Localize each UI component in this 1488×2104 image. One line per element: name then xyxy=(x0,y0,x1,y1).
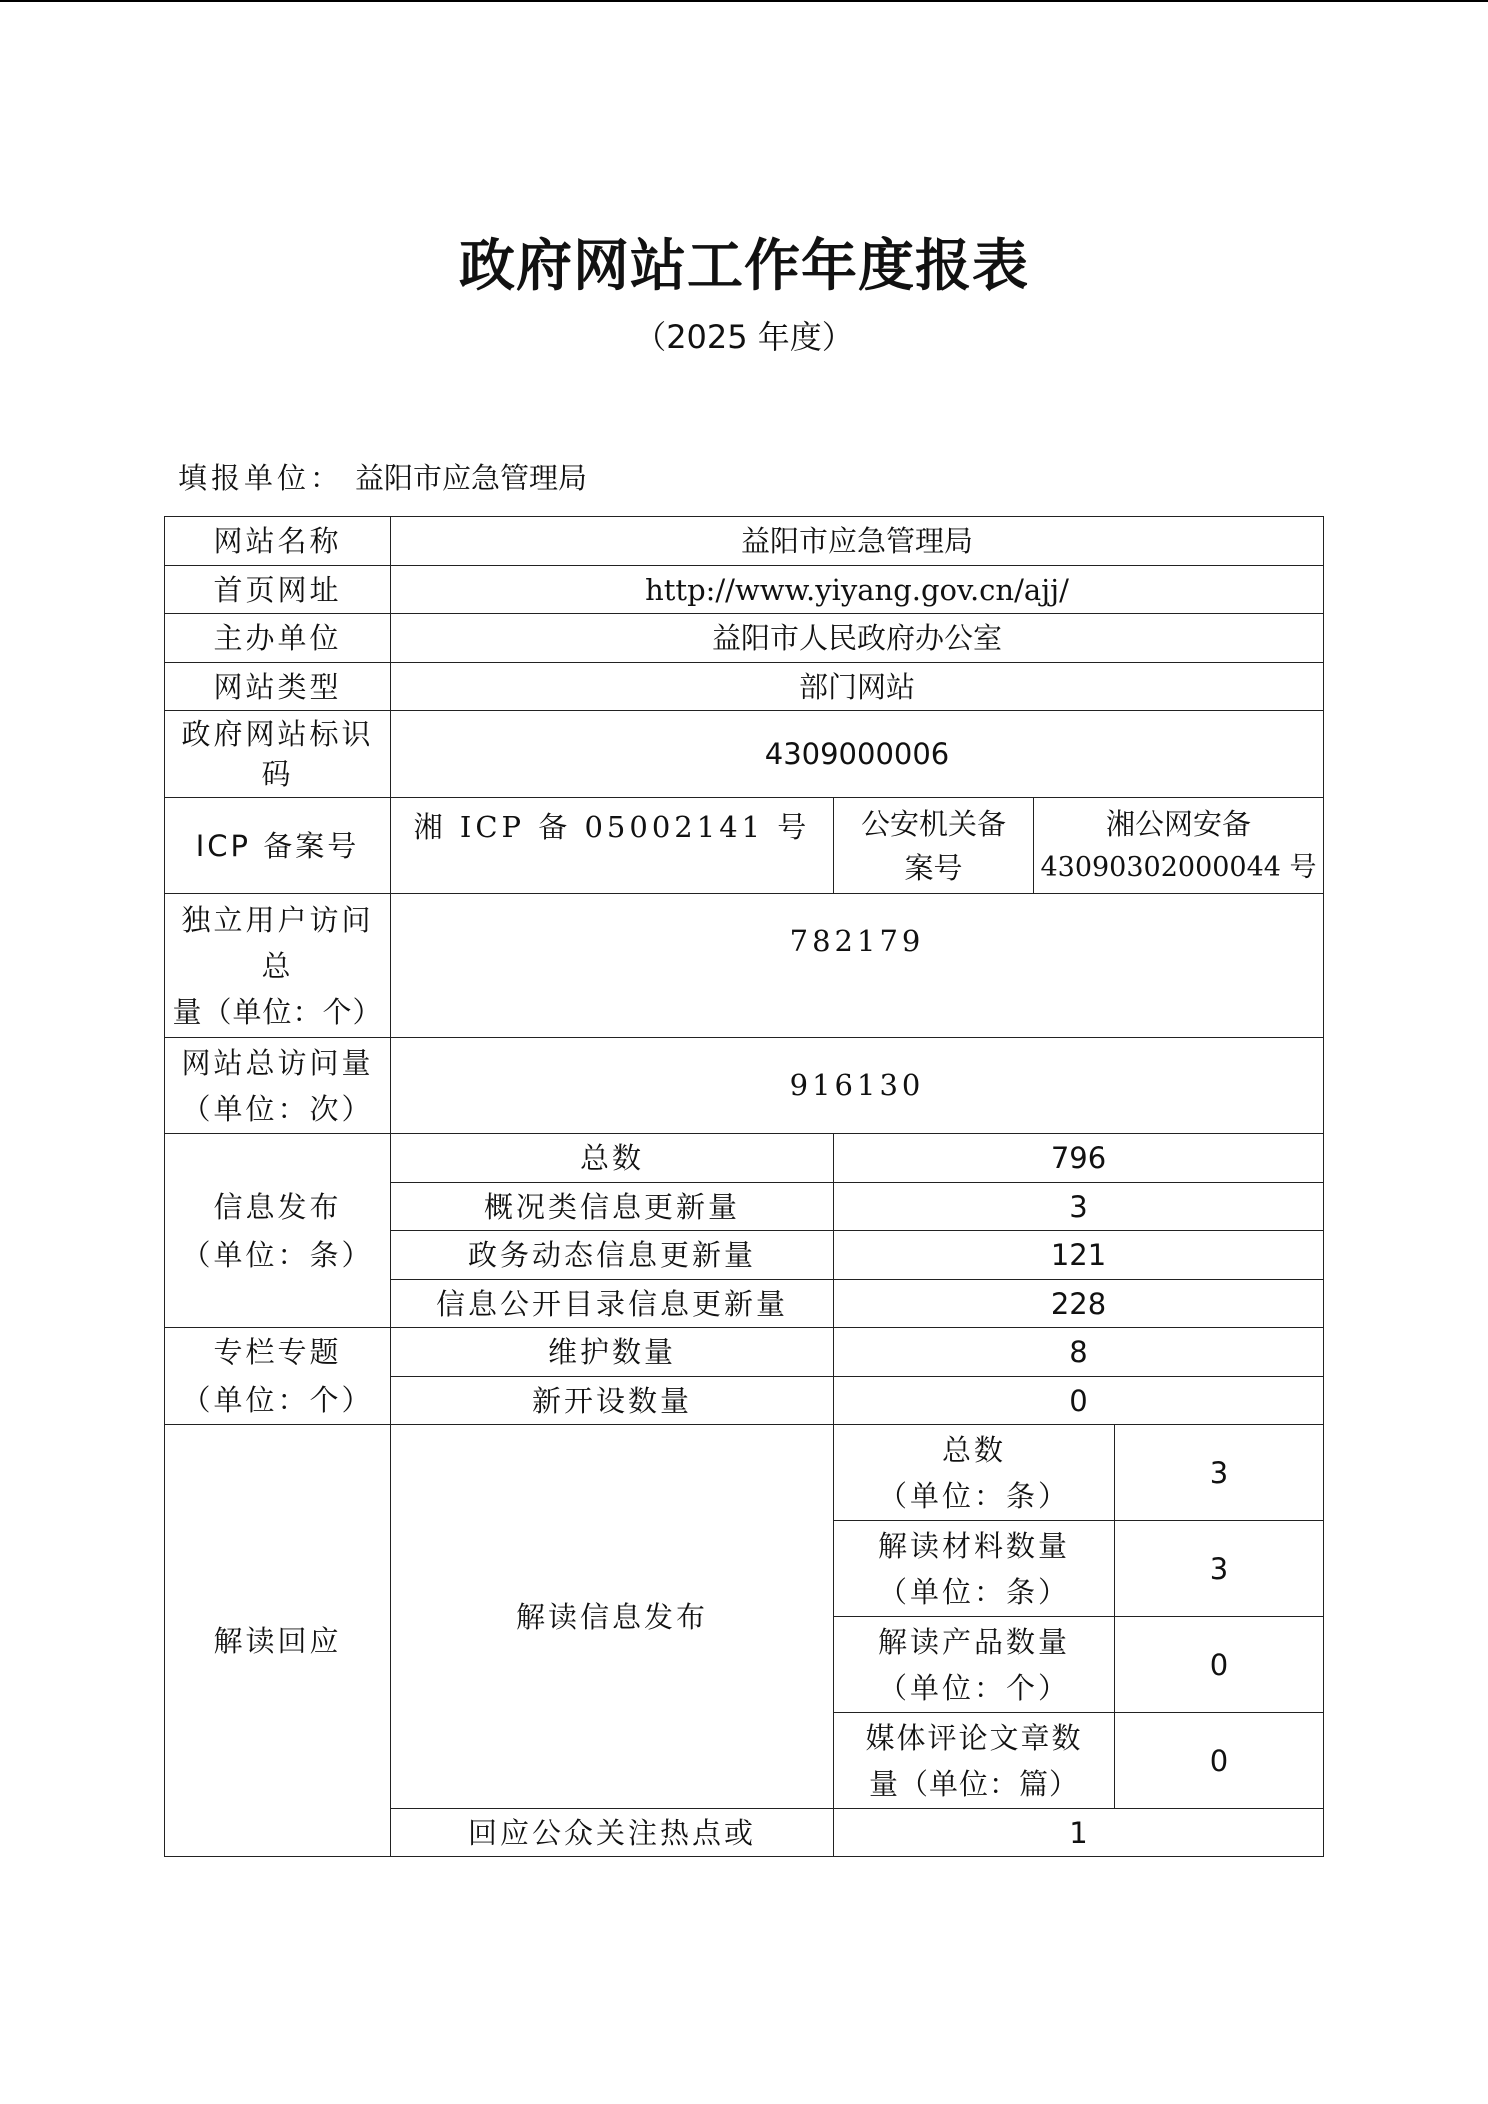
columns-label xyxy=(165,1328,391,1425)
row-homepage xyxy=(165,566,1324,614)
homepage-url: http://www.yiyang.gov.cn/ajj/ xyxy=(391,566,1324,614)
interp-item-label xyxy=(834,1713,1115,1809)
interpretation-group-label: 解读信息发布 xyxy=(391,1425,834,1809)
sponsor-label: 主办单位 xyxy=(165,614,391,663)
sponsor-value: 益阳市人民政府办公室 xyxy=(391,614,1324,663)
unique-visitors-label xyxy=(165,894,391,1038)
site-id-label-line2: 码 xyxy=(261,757,294,791)
homepage-label: 首页网址 xyxy=(165,566,391,614)
info-item-label: 总数 xyxy=(391,1134,834,1183)
info-item-value: 796 xyxy=(834,1134,1324,1183)
interp-item-label-line1: 解读产品数量 xyxy=(877,1624,1070,1659)
row-total-visits xyxy=(165,1038,1324,1134)
columns-label-line1: 专栏专题 xyxy=(213,1335,342,1369)
interp-item-value: 0 xyxy=(1115,1713,1324,1809)
interp-item-value: 3 xyxy=(1115,1521,1324,1617)
row-site-type xyxy=(165,663,1324,711)
response-label: 回应公众关注热点或 xyxy=(391,1809,834,1857)
interpretation-label: 解读回应 xyxy=(165,1425,391,1857)
interp-item-label-line1: 总数 xyxy=(941,1432,1006,1467)
row-columns-maintained xyxy=(165,1328,1324,1377)
police-record-value-line2: 43090302000044 号 xyxy=(1040,851,1317,883)
row-site-name xyxy=(165,517,1324,566)
info-publish-label xyxy=(165,1134,391,1328)
row-unique-visitors xyxy=(165,894,1324,1038)
filler-label: 填报单位： xyxy=(178,461,344,495)
columns-item-label: 新开设数量 xyxy=(391,1377,834,1425)
info-item-label: 政务动态信息更新量 xyxy=(391,1231,834,1280)
report-table xyxy=(164,516,1324,1857)
police-record-value-line1: 湘公网安备 xyxy=(1106,806,1252,841)
site-name-label: 网站名称 xyxy=(165,517,391,566)
total-visits-value: 916130 xyxy=(391,1038,1324,1134)
info-publish-label-line1: 信息发布 xyxy=(213,1189,342,1224)
info-item-value: 228 xyxy=(834,1280,1324,1328)
police-record-label-line2: 案号 xyxy=(904,850,963,885)
row-sponsor xyxy=(165,614,1324,663)
row-interp-total xyxy=(165,1425,1324,1521)
response-value: 1 xyxy=(834,1809,1324,1857)
top-border-line xyxy=(0,0,1488,2)
info-item-label: 概况类信息更新量 xyxy=(391,1183,834,1231)
interp-item-label xyxy=(834,1617,1115,1713)
interp-item-value: 3 xyxy=(1115,1425,1324,1521)
unique-visitors-label-line2: 总 xyxy=(261,948,294,983)
police-record-label-line1: 公安机关备 xyxy=(860,806,1006,841)
site-type-label: 网站类型 xyxy=(165,663,391,711)
icp-label: ICP 备案号 xyxy=(165,798,391,894)
interp-item-label xyxy=(834,1521,1115,1617)
info-item-label: 信息公开目录信息更新量 xyxy=(391,1280,834,1328)
icp-value: 湘 ICP 备 05002141 号 xyxy=(391,798,834,894)
interp-item-label-line1: 解读材料数量 xyxy=(877,1528,1070,1563)
unique-visitors-value: 782179 xyxy=(391,894,1324,1038)
filler-unit xyxy=(178,456,587,497)
filler-value: 益阳市应急管理局 xyxy=(355,461,588,495)
columns-label-line2: （单位：个） xyxy=(181,1383,374,1417)
info-item-value: 121 xyxy=(834,1231,1324,1280)
columns-item-value: 0 xyxy=(834,1377,1324,1425)
interp-item-label xyxy=(834,1425,1115,1521)
site-name-value: 益阳市应急管理局 xyxy=(391,517,1324,566)
row-site-id xyxy=(165,711,1324,798)
unique-visitors-label-line3: 量（单位：个） xyxy=(172,994,383,1029)
total-visits-label xyxy=(165,1038,391,1134)
interp-item-label-line2: 量（单位：篇） xyxy=(868,1766,1079,1801)
interp-item-label-line2: （单位：个） xyxy=(877,1670,1070,1705)
police-record-value xyxy=(1034,798,1324,894)
site-type-value: 部门网站 xyxy=(391,663,1324,711)
info-item-value: 3 xyxy=(834,1183,1324,1231)
row-info-total xyxy=(165,1134,1324,1183)
info-publish-label-line2: （单位：条） xyxy=(181,1237,374,1272)
site-id-value: 4309000006 xyxy=(391,711,1324,798)
interp-item-label-line2: （单位：条） xyxy=(877,1478,1070,1513)
page-title: 政府网站工作年度报表 xyxy=(459,233,1029,299)
report-year: （2025 年度） xyxy=(634,318,854,356)
police-record-label xyxy=(834,798,1034,894)
columns-item-label: 维护数量 xyxy=(391,1328,834,1377)
row-icp xyxy=(165,798,1324,894)
total-visits-label-line1: 网站总访问量 xyxy=(181,1045,374,1080)
site-id-label-line1: 政府网站标识 xyxy=(181,717,374,751)
site-id-label xyxy=(165,711,391,798)
total-visits-label-line2: （单位：次） xyxy=(181,1091,374,1126)
interp-item-value: 0 xyxy=(1115,1617,1324,1713)
interp-item-label-line2: （单位：条） xyxy=(877,1574,1070,1609)
interp-item-label-line1: 媒体评论文章数 xyxy=(865,1720,1083,1755)
columns-item-value: 8 xyxy=(834,1328,1324,1377)
unique-visitors-label-line1: 独立用户访问 xyxy=(181,902,374,937)
